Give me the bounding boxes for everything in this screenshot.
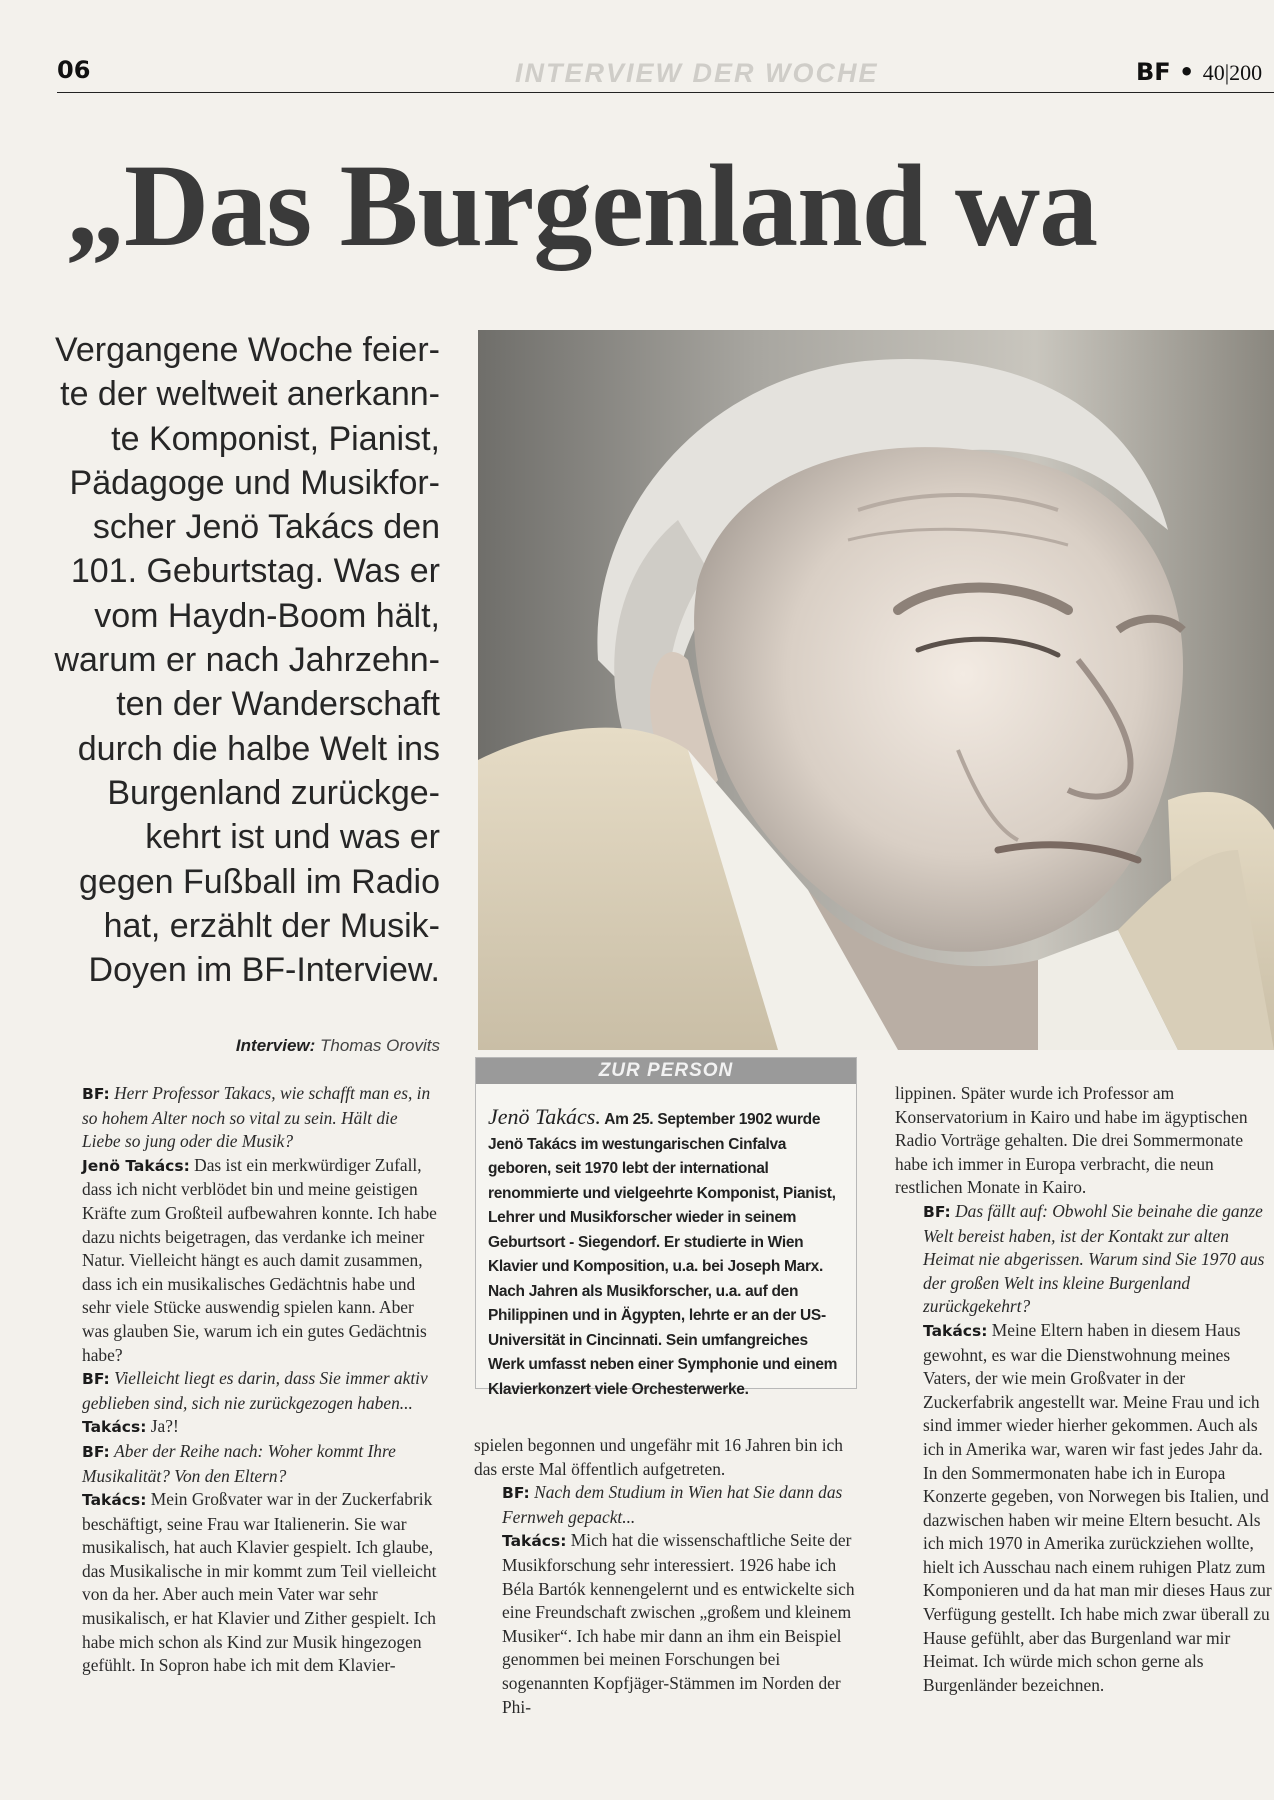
byline	[160, 1036, 440, 1056]
lead-line: hat, erzählt der Musik-	[103, 906, 440, 945]
question-text: Das fällt auf: Obwohl Sie beinahe die ganze Welt bereist haben, ist der Kontakt zur alten Heimat nie abgerissen. Warum sind Sie 1970 aus der großen Welt ins kleine Burgenland zurückgekehrt?	[923, 1200, 1265, 1317]
answer-text: Ja?!	[150, 1416, 179, 1437]
answer-text: Das ist ein merkwürdiger Zufall, dass ich nicht verblödet bin und meine geistigen Kräfte zum Großteil aufbewahren konnte. Ich habe dazu nichts beigetragen, das verdanke ich meiner Natur. Vielleicht hängt es auch damit zusammen, dass ich ein musikalisches Gedächtnis habe und sehr viele Stücke auswendig spielen kann. Aber was glauben Sie, warum ich ein gutes Gedächtnis habe?	[82, 1154, 437, 1365]
byline-label: Interview:	[235, 1036, 316, 1055]
lead-line: te der weltweit anerkann-	[60, 375, 440, 414]
page-number: 06	[57, 56, 91, 84]
lead-line: Doyen im BF-Interview.	[88, 951, 440, 990]
question	[54, 1082, 439, 1154]
lead-line: Pädagoge und Musikfor-	[69, 463, 440, 502]
question	[54, 1367, 439, 1415]
speaker-label: BF:	[82, 1442, 110, 1461]
publication-info	[1136, 58, 1262, 86]
answer-continuation: lippinen. Später wurde ich Professor am Konservatorium in Kairo und habe im ägyptischen Radio Vorträge gehalten. Die drei Sommermonate habe ich immer in Europa verbracht, die neun restlichen Monate in Kairo.	[895, 1083, 1248, 1198]
speaker-label: Takács:	[82, 1418, 147, 1437]
answer	[54, 1415, 439, 1440]
article-column-1	[54, 1082, 439, 1678]
question-text: Aber der Reihe nach: Woher kommt Ihre Musikalität? Von den Eltern?	[82, 1440, 396, 1486]
profile-box	[475, 1057, 857, 1398]
answer	[895, 1319, 1274, 1698]
box-person-name: Jenö Takács.	[488, 1104, 601, 1129]
speaker-label: Jenö Takács:	[82, 1156, 190, 1175]
lead-line: te Komponist, Pianist,	[111, 419, 440, 458]
lead-line: vom Haydn-Boom hält,	[94, 596, 440, 635]
question-text: Herr Professor Takacs, wie schafft man es, in so hohem Alter noch so vital zu sein. Hält die Liebe so jung oder die Musik?	[82, 1083, 431, 1152]
speaker-label: Takács:	[82, 1491, 147, 1510]
headline: „Das Burgenland wa	[66, 140, 1098, 271]
lead-line: durch die halbe Welt ins	[77, 729, 440, 768]
answer	[54, 1154, 439, 1367]
answer	[474, 1529, 864, 1719]
speaker-label: BF:	[82, 1085, 110, 1103]
question-text: Nach dem Studium in Wien hat Sie dann das Fernweh gepackt...	[502, 1482, 843, 1527]
speaker-label: BF:	[82, 1370, 110, 1389]
section-title: INTERVIEW DER WOCHE	[515, 58, 879, 88]
lead-line: kehrt ist und was er	[145, 818, 440, 857]
lead-line: scher Jenö Takács den	[92, 508, 440, 547]
issue-number: 40|200	[1202, 60, 1263, 85]
header-rule	[57, 92, 1274, 93]
portrait-photo	[478, 330, 1274, 1050]
speaker-label: Takács:	[502, 1532, 567, 1551]
box-title: ZUR PERSON	[598, 1060, 734, 1081]
lead-line: gegen Fußball im Radio	[79, 862, 440, 901]
lead-line: ten der Wanderschaft	[116, 685, 440, 724]
separator: •	[1179, 58, 1195, 86]
question	[895, 1200, 1274, 1319]
answer-text: Mich hat die wissenschaftliche Seite der Musikforschung sehr interessiert. 1926 habe ich Béla Bartók kennengelernt und es entwickelte sich eine Freundschaft zwischen „großem und kleinem Musiker“. Ich habe mir dann an ihm ein Beispiel genommen bei meinen Forschungen bei sogenannten Kopfjäger-Stämmen im Norden der Phi-	[502, 1530, 855, 1717]
publication-name: BF	[1136, 58, 1171, 86]
box-text	[488, 1104, 840, 1402]
question-text: Vielleicht liegt es darin, dass Sie immer aktiv geblieben sind, sich nie zurückgezogen haben...	[82, 1368, 428, 1413]
speaker-label: BF:	[923, 1202, 951, 1221]
article-column-3	[895, 1082, 1274, 1697]
answer-text: Mein Großvater war in der Zuckerfabrik beschäftigt, seine Frau war Italienerin. Sie war musikalisch, hat auch Klavier gespielt. Ich glaube, das Musikalische in mir kommt zum Teil vielleicht von da her. Aber auch mein Vater war sehr musikalisch, er hat Klavier und Zither gespielt. Ich habe mich schon als Kind zur Musik hingezogen gefühlt. In Sopron habe ich mit dem Klavier-	[82, 1489, 437, 1676]
speaker-label: Takács:	[923, 1321, 988, 1340]
lead-line: warum er nach Jahrzehn-	[54, 641, 440, 680]
question	[474, 1481, 864, 1529]
lead-paragraph	[40, 328, 440, 992]
answer-continuation: spielen begonnen und ungefähr mit 16 Jahren bin ich das erste Mal öffentlich aufgetreten.	[474, 1435, 843, 1479]
answer	[54, 1488, 439, 1678]
answer-text: Meine Eltern haben in diesem Haus gewohnt, es war die Dienstwohnung meines Vaters, der wie mein Großvater in der Zuckerfabrik angestellt war. Meine Frau und ich sind immer wieder hierher gekommen. Auch als ich in Amerika war, waren wir fast jedes Jahr da. In den Sommermonaten habe ich in Europa Konzerte gegeben, von Norwegen bis Italien, und dazwischen haben wir meine Eltern besucht. Als ich mich 1970 in Amerika zurückziehen wollte, hielt ich Ausschau nach einem ruhigen Platz zum Komponieren und da hat man mir dieses Haus zur Verfügung gestellt. Ich habe mich zwar überall zu Hause gefühlt, aber das Burgenland war mir Heimat. Ich würde mich schon gerne als Burgenländer bezeichnen.	[923, 1319, 1272, 1695]
article-column-2	[474, 1434, 864, 1719]
lead-line: Vergangene Woche feier-	[55, 331, 440, 369]
box-bio: Am 25. September 1902 wurde Jenö Takács im westungarischen Cinfalva geboren, seit 1970 lebt der international renommierte und vielgeehrte Komponist, Pianist, Lehrer und Musikforscher wieder in seinem Geburtsort - Siegendorf. Er studierte in Wien Klavier und Komposition, u.a. bei Joseph Marx. Nach Jahren als Musikforscher, u.a. auf den Philippinen und in Ägypten, lehrte er an der US-Universität in Cincinnati. Sein umfangreiches Werk umfasst neben einer Symphonie und einem Klavierkonzert viele Orchesterwerke.	[488, 1111, 838, 1398]
lead-line: 101. Geburtstag. Was er	[70, 552, 440, 591]
question	[54, 1440, 439, 1488]
lead-line: Burgenland zurückge-	[107, 773, 440, 812]
speaker-label: BF:	[502, 1484, 530, 1503]
portrait-illustration	[478, 330, 1274, 1050]
byline-author: Thomas Orovits	[320, 1036, 440, 1055]
